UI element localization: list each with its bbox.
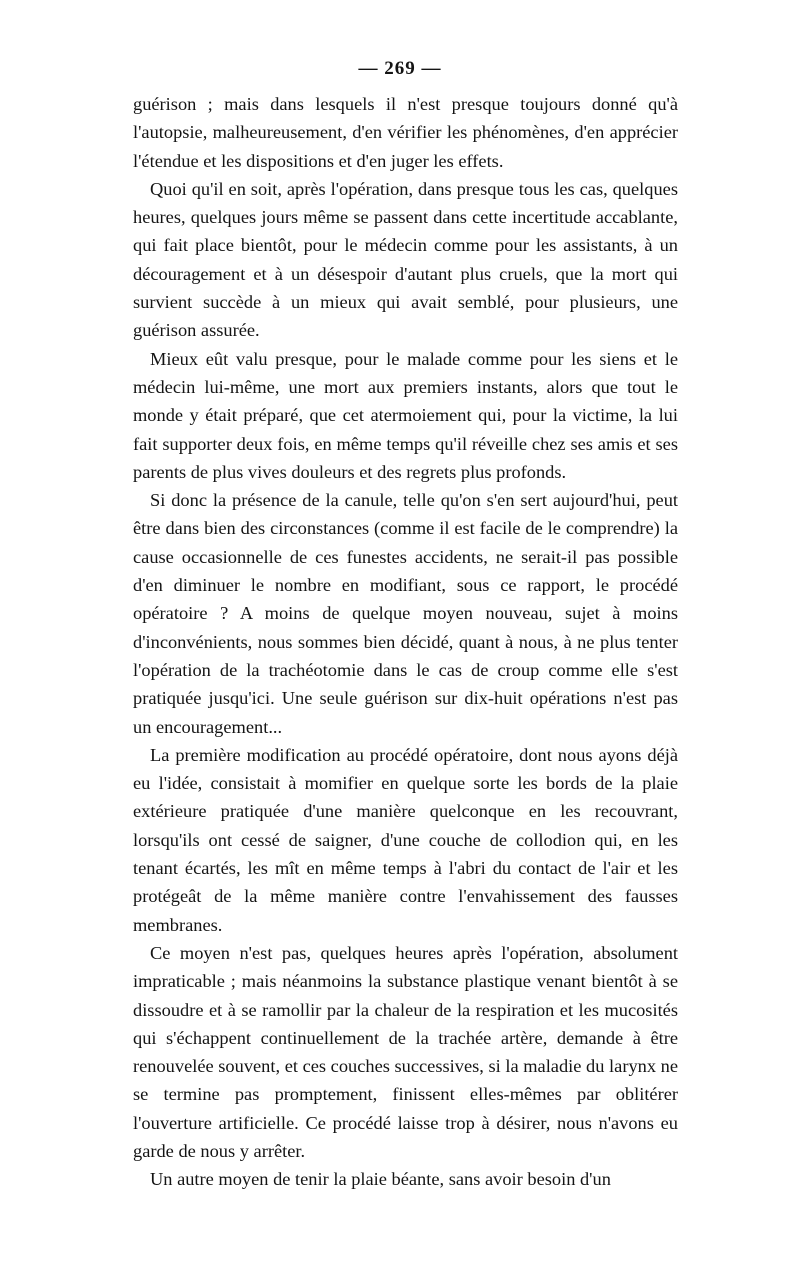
paragraph-continuation: guérison ; mais dans lesquels il n'est presque toujours donné qu'à l'autopsie, malheureusement, d'en vérifier les phénomènes, d'en apprécier l'étendue et les dispositions et d'en juger les effets. xyxy=(133,94,678,171)
paragraph-canule: Si donc la présence de la canule, telle qu'on s'en sert aujourd'hui, peut être dans bien des circonstances (comme il est facile de le comprendre) la cause occasionnelle de ces funestes accidents, ne serait-il pas possible d'en diminuer le nombre en modifiant, sous ce rapport, le procédé opératoire ? A moins de quelque moyen nouveau, sujet à moins d'inconvénients, nous sommes bien décidé, quant à nous, à ne plus tenter l'opération de la trachéotomie dans le cas de croup comme elle s'est pratiquée jusqu'ici. Une seule guérison sur dix-huit opérations n'est pas un encouragement... xyxy=(133,490,678,737)
paragraph-ce-moyen: Ce moyen n'est pas, quelques heures après l'opération, absolument impraticable ; mais néanmoins la substance plastique venant bientôt à se dissoudre et à se ramollir par la chaleur de la respiration et les mucosités qui s'échappent continuellement de la trachée artère, demande à être renouvelée souvent, et ces couches successives, si la maladie du larynx ne se termine pas promptement, finissent elles-mêmes par oblitérer l'ouverture artificielle. Ce procédé laisse trop à désirer, nous n'avons eu garde de nous y arrêter. xyxy=(133,942,678,1161)
paragraph-un-autre-moyen: Un autre moyen de tenir la plaie béante, sans avoir besoin d'un xyxy=(150,1169,611,1190)
paragraph-quoi-quil: Quoi qu'il en soit, après l'opération, dans presque tous les cas, quelques heures, quelques jours même se passent dans cette incertitude accablante, qui fait place bientôt, pour le médecin comme pour les assistants, à un découragement et à un désespoir d'autant plus cruels, que la mort qui survient succède à un mieux qui avait semblé, pour plusieurs, une guérison assurée. xyxy=(133,178,678,341)
paragraph-mieux: Mieux eût valu presque, pour le malade comme pour les siens et le médecin lui-même, une mort aux premiers instants, alors que tout le monde y était préparé, que cet atermoiement qui, pour la victime, la lui fait supporter deux fois, en même temps qu'il réveille chez ses amis et ses parents de plus vives douleurs et des regrets plus profonds. xyxy=(133,348,678,482)
page-number: — 269 — xyxy=(358,58,442,79)
text-body xyxy=(133,90,678,1194)
paragraph-premiere-modification: La première modification au procédé opératoire, dont nous ayons déjà eu l'idée, consistait à momifier en quelque sorte les bords de la plaie extérieure pratiquée d'une manière quelconque en les recouvrant, lorsqu'ils ont cessé de saigner, d'une couche de collodion qui, en les tenant écartés, les mît en même temps à l'abri du contact de l'air et les protégeât de la même manière contre l'envahissement des fausses membranes. xyxy=(133,744,678,935)
